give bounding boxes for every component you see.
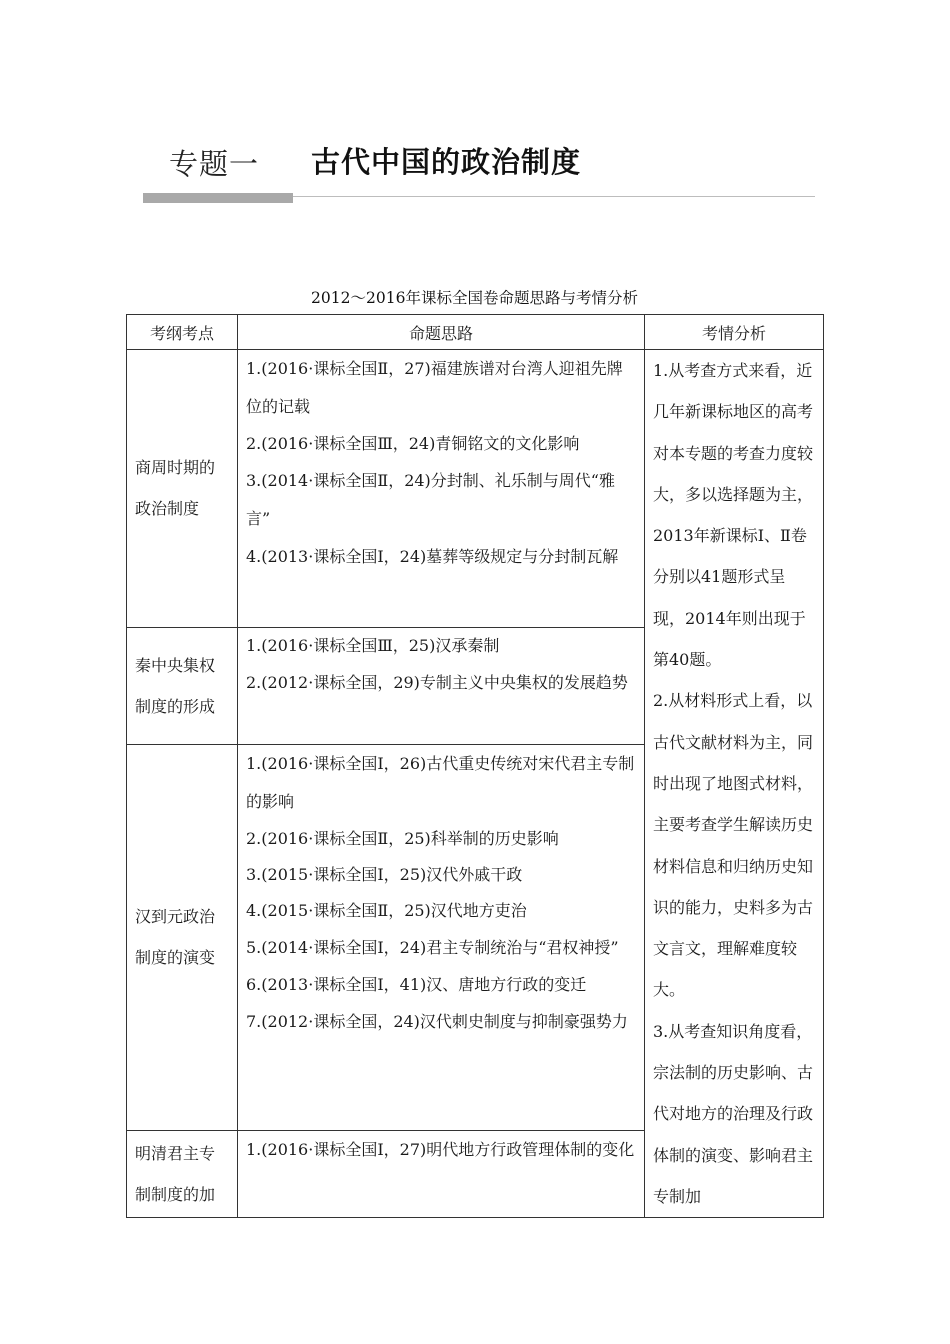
table-row bbox=[127, 350, 824, 628]
chapter-label: 专题一 bbox=[169, 147, 260, 181]
list-item: 4.(2015·课标全国Ⅱ，25)汉代地方吏治 bbox=[246, 900, 527, 920]
table-header-row bbox=[127, 315, 824, 350]
list-item: 2.(2016·课标全国Ⅱ，25)科举制的历史影响 bbox=[246, 828, 559, 848]
list-item: 5.(2014·课标全国Ⅰ，24)君主专制统治与“君权神授” bbox=[246, 937, 619, 957]
list-item: 3.(2015·课标全国Ⅰ，25)汉代外戚干政 bbox=[246, 864, 523, 884]
chapter-header bbox=[143, 140, 815, 210]
list-item: 3.(2014·课标全国Ⅱ，24)分封制、礼乐制与周代“雅言” bbox=[246, 471, 615, 528]
points-cell bbox=[238, 350, 645, 628]
points-cell bbox=[238, 1131, 645, 1218]
analysis-paragraph: 3.从考查知识角度看，宗法制的历史影响、古代对地方的治理及行政体制的演变、影响君主专制加 bbox=[653, 1021, 814, 1206]
list-item: 1.(2016·课标全国Ⅲ，25)汉承秦制 bbox=[246, 635, 500, 655]
topic-cell: 明清君主专制制度的加 bbox=[127, 1131, 238, 1218]
list-item: 1.(2016·课标全国Ⅱ，27)福建族谱对台湾人迎祖先牌位的记载 bbox=[246, 359, 623, 416]
list-item: 2.(2012·课标全国，29)专制主义中央集权的发展趋势 bbox=[246, 672, 628, 692]
list-item: 1.(2016·课标全国Ⅰ，27)明代地方行政管理体制的变化 bbox=[246, 1140, 635, 1160]
topic-cell: 汉到元政治制度的演变 bbox=[127, 744, 238, 1130]
chapter-title: 古代中国的政治制度 bbox=[311, 145, 582, 179]
header-rule-thick bbox=[143, 193, 293, 203]
header-topic: 考纲考点 bbox=[127, 315, 238, 350]
points-cell bbox=[238, 627, 645, 744]
list-item: 7.(2012·课标全国，24)汉代刺史制度与抑制豪强势力 bbox=[246, 1011, 628, 1031]
analysis-cell bbox=[645, 350, 824, 1218]
analysis-paragraph: 1.从考查方式来看，近几年新课标地区的高考对本专题的考查力度较大，多以选择题为主，2013年新课标Ⅰ、Ⅱ卷分别以41题形式呈现，2014年则出现于第40题。 bbox=[653, 361, 814, 670]
list-item: 1.(2016·课标全国Ⅰ，26)古代重史传统对宋代君主专制的影响 bbox=[246, 753, 635, 811]
analysis-paragraph: 2.从材料形式上看，以古代文献材料为主，同时出现了地图式材料，主要考查学生解读历史材料信息和归纳历史知识的能力，史料多为古文言文，理解难度较大。 bbox=[653, 691, 814, 1000]
points-cell bbox=[238, 744, 645, 1130]
table-caption: 2012～2016年课标全国卷命题思路与考情分析 bbox=[311, 289, 638, 307]
header-analysis: 考情分析 bbox=[645, 315, 824, 350]
list-item: 6.(2013·课标全国Ⅰ，41)汉、唐地方行政的变迁 bbox=[246, 974, 587, 994]
list-item: 4.(2013·课标全国Ⅰ，24)墓葬等级规定与分封制瓦解 bbox=[246, 547, 619, 566]
topic-cell: 秦中央集权制度的形成 bbox=[127, 627, 238, 744]
exam-analysis-table bbox=[126, 314, 824, 1218]
list-item: 2.(2016·课标全国Ⅲ，24)青铜铭文的文化影响 bbox=[246, 434, 580, 453]
topic-cell: 商周时期的政治制度 bbox=[127, 350, 238, 628]
header-approach: 命题思路 bbox=[238, 315, 645, 350]
header-rule-thin bbox=[293, 196, 815, 197]
